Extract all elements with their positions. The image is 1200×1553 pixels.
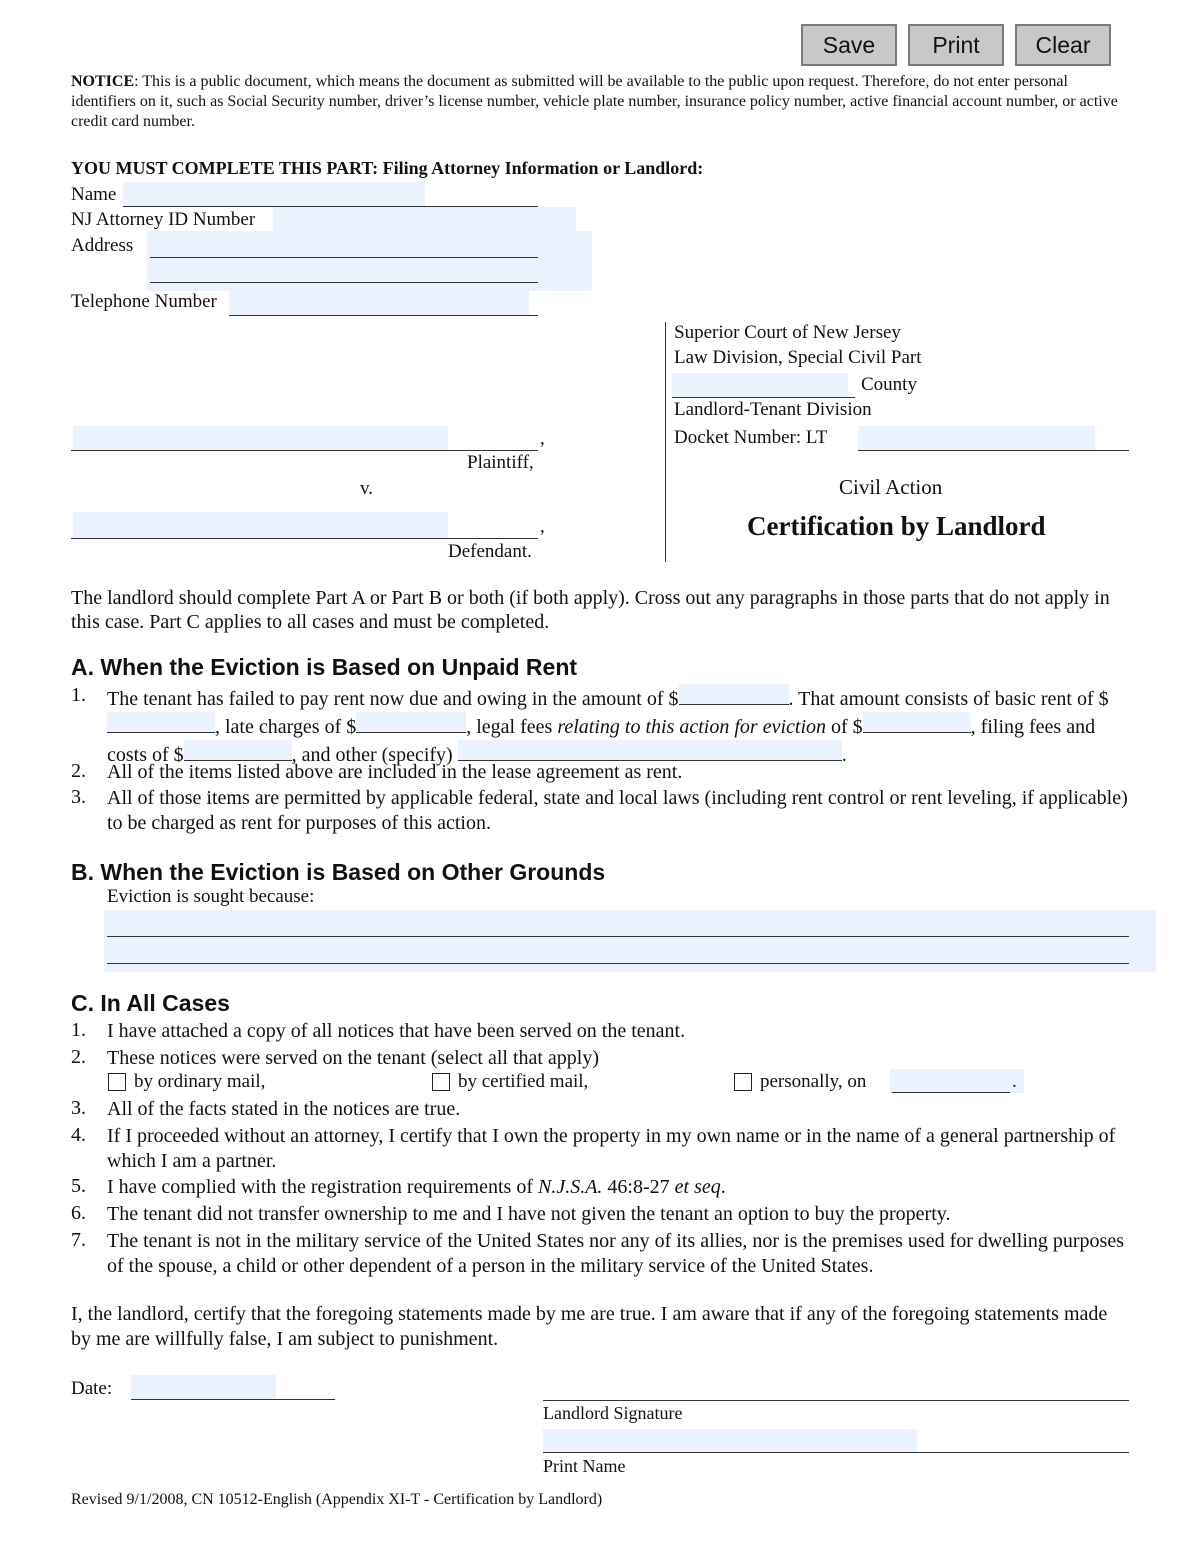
print-name-field[interactable] (543, 1429, 917, 1453)
part-c-heading: C. In All Cases (71, 990, 230, 1016)
address-label: Address (71, 235, 134, 256)
part-b-heading: B. When the Eviction is Based on Other Grounds (71, 859, 606, 885)
part-c-item-5-statute: N.J.S.A. (537, 1176, 603, 1198)
part-a-item-1-text-a: The tenant has failed to pay rent now due and owing in the amount of $ (107, 688, 679, 710)
part-c-item-5-period: . (720, 1176, 726, 1198)
defendant-underline (71, 538, 538, 539)
part-c-item-5-text-a: I have complied with the registration requirements of (107, 1176, 538, 1198)
attorney-name-field[interactable] (123, 182, 425, 206)
notice-bold: NOTICE (71, 73, 135, 90)
part-c-number-4: 4. (71, 1124, 86, 1146)
ordinary-mail-checkbox[interactable] (108, 1073, 126, 1091)
docket-underline (858, 450, 1129, 451)
filing-fees-field[interactable] (184, 740, 292, 761)
part-a-item-1-text-g: , filing fees and costs of $ (107, 716, 1096, 766)
part-b-prompt: Eviction is sought because: (107, 886, 315, 907)
part-c-item-6: The tenant did not transfer ownership to me and I have not given the tenant an option to buy the property. (107, 1203, 951, 1225)
basic-rent-field[interactable] (107, 712, 215, 733)
telephone-field[interactable] (229, 291, 529, 315)
part-c-item-2: These notices were served on the tenant (select all that apply) (107, 1047, 600, 1069)
part-c-number-1: 1. (71, 1019, 86, 1041)
defendant-field[interactable] (73, 512, 448, 538)
part-a-number-1: 1. (71, 684, 86, 706)
court-line-2: Law Division, Special Civil Part (674, 347, 922, 368)
attorney-heading: YOU MUST COMPLETE THIS PART: Filing Attorney Information or Landlord: (71, 158, 704, 178)
name-label: Name (71, 184, 117, 205)
date-underline (131, 1399, 335, 1400)
certification-paragraph: I, the landlord, certify that the foregoing statements made by me are true. I am aware that if any of the foregoing statements made by me are willfully false, I am subject to punishment. (71, 1303, 1108, 1350)
reason-underline-1 (107, 936, 1129, 937)
part-c-number-6: 6. (71, 1202, 86, 1224)
defendant-label: Defendant. (448, 541, 532, 562)
other-specify-field[interactable] (458, 740, 842, 761)
county-label: County (861, 374, 917, 395)
court-line-1: Superior Court of New Jersey (674, 322, 901, 343)
county-field[interactable] (672, 373, 848, 397)
notice-paragraph (71, 72, 1131, 132)
part-c-item-5-text-c: 46:8-27 (602, 1176, 675, 1198)
date-field[interactable] (131, 1375, 276, 1400)
address-underline-1 (150, 257, 538, 258)
part-c-item-3: All of the facts stated in the notices are true. (107, 1098, 461, 1120)
ordinary-mail-label: by ordinary mail, (134, 1071, 266, 1092)
civil-action-label: Civil Action (839, 475, 943, 499)
docket-number-field[interactable] (858, 426, 1095, 450)
part-a-item-1-italic: relating to this action for eviction (557, 716, 826, 738)
certified-mail-label: by certified mail, (458, 1071, 589, 1092)
telephone-label: Telephone Number (71, 291, 217, 312)
part-a-item-1-period: . (841, 744, 847, 766)
part-a-heading: A. When the Eviction is Based on Unpaid Rent (71, 654, 578, 680)
plaintiff-underline (71, 450, 538, 451)
part-c-item-7: The tenant is not in the military service of the United States nor any of its allies, nor is the premises used for dwelling purposes of the spouse, a child or other dependent of a person in the military service of the United States. (107, 1230, 1125, 1277)
defendant-comma: , (540, 516, 545, 537)
part-c-number-2: 2. (71, 1046, 86, 1068)
attorney-id-field[interactable] (273, 207, 576, 232)
personal-date-underline (892, 1092, 1010, 1093)
address-underline-2 (150, 282, 538, 283)
court-line-4: Landlord-Tenant Division (674, 399, 872, 420)
part-a-item-2: All of the items listed above are included in the lease agreement as rent. (107, 761, 683, 783)
personally-label: personally, on (760, 1071, 867, 1092)
part-a-item-1 (107, 684, 1137, 768)
reason-underline-2 (107, 963, 1129, 964)
signature-underline (543, 1400, 1129, 1401)
personally-period: . (1012, 1071, 1017, 1092)
print-button[interactable]: Print (908, 24, 1004, 66)
part-a-item-1-text-c: , late charges of $ (215, 716, 357, 738)
part-a-item-1-text-h: , and other (specify) (291, 744, 458, 766)
caption-divider (665, 322, 666, 562)
form-title: Certification by Landlord (747, 511, 1046, 541)
personally-checkbox[interactable] (734, 1073, 752, 1091)
telephone-underline (229, 315, 538, 316)
part-c-number-5: 5. (71, 1175, 86, 1197)
part-c-item-5 (107, 1175, 1137, 1200)
signature-label: Landlord Signature (543, 1403, 683, 1423)
versus-label: v. (360, 478, 374, 499)
part-a-number-3: 3. (71, 786, 86, 808)
certified-mail-checkbox[interactable] (432, 1073, 450, 1091)
footer-revision: Revised 9/1/2008, CN 10512-English (Appendix XI-T - Certification by Landlord) (71, 1491, 603, 1508)
part-c-number-3: 3. (71, 1097, 86, 1119)
part-a-item-1-text-f: of $ (826, 716, 863, 738)
part-c-item-4: If I proceeded without an attorney, I certify that I own the property in my own name or in the name of a general partnership of which I am a partner. (107, 1125, 1116, 1172)
date-label: Date: (71, 1378, 113, 1399)
unpaid-amount-field[interactable] (679, 684, 789, 705)
part-c-item-1: I have attached a copy of all notices that have been served on the tenant. (107, 1020, 686, 1042)
part-a-number-2: 2. (71, 760, 86, 782)
print-name-underline (543, 1452, 1129, 1453)
part-a-item-1-text-b: . That amount consists of basic rent of $ (788, 688, 1109, 710)
part-c-item-5-etseq: et seq (674, 1176, 721, 1198)
part-a-item-3: All of those items are permitted by applicable federal, state and local laws (including rent control or rent leveling, if applicable) to be charged as rent for purposes of this action. (107, 787, 1128, 834)
late-charges-field[interactable] (356, 712, 466, 733)
part-a-item-1-text-d: , legal fees (466, 716, 558, 738)
plaintiff-label: Plaintiff, (467, 452, 534, 473)
personal-service-date-field[interactable] (890, 1069, 1024, 1093)
county-underline (672, 397, 855, 398)
print-name-label: Print Name (543, 1456, 626, 1476)
notice-text: : This is a public document, which means the document as submitted will be available to the public upon request. Therefore, do not enter personal identifiers on it, such as Social Security number, driver’s license number, vehicle plate number, insurance policy number, active financial account number, or active credit card number. (71, 73, 1118, 130)
intro-paragraph: The landlord should complete Part A or Part B or both (if both apply). Cross out any paragraphs in those parts that do not apply in this case. Part C applies to all cases and must be completed. (71, 587, 1110, 633)
save-button[interactable]: Save (801, 24, 897, 66)
legal-fees-field[interactable] (863, 712, 971, 733)
clear-button[interactable]: Clear (1015, 24, 1111, 66)
plaintiff-comma: , (540, 428, 545, 449)
part-c-number-7: 7. (71, 1229, 86, 1251)
docket-label: Docket Number: LT (674, 427, 828, 448)
plaintiff-field[interactable] (73, 426, 448, 451)
attorney-id-label: NJ Attorney ID Number (71, 209, 256, 230)
